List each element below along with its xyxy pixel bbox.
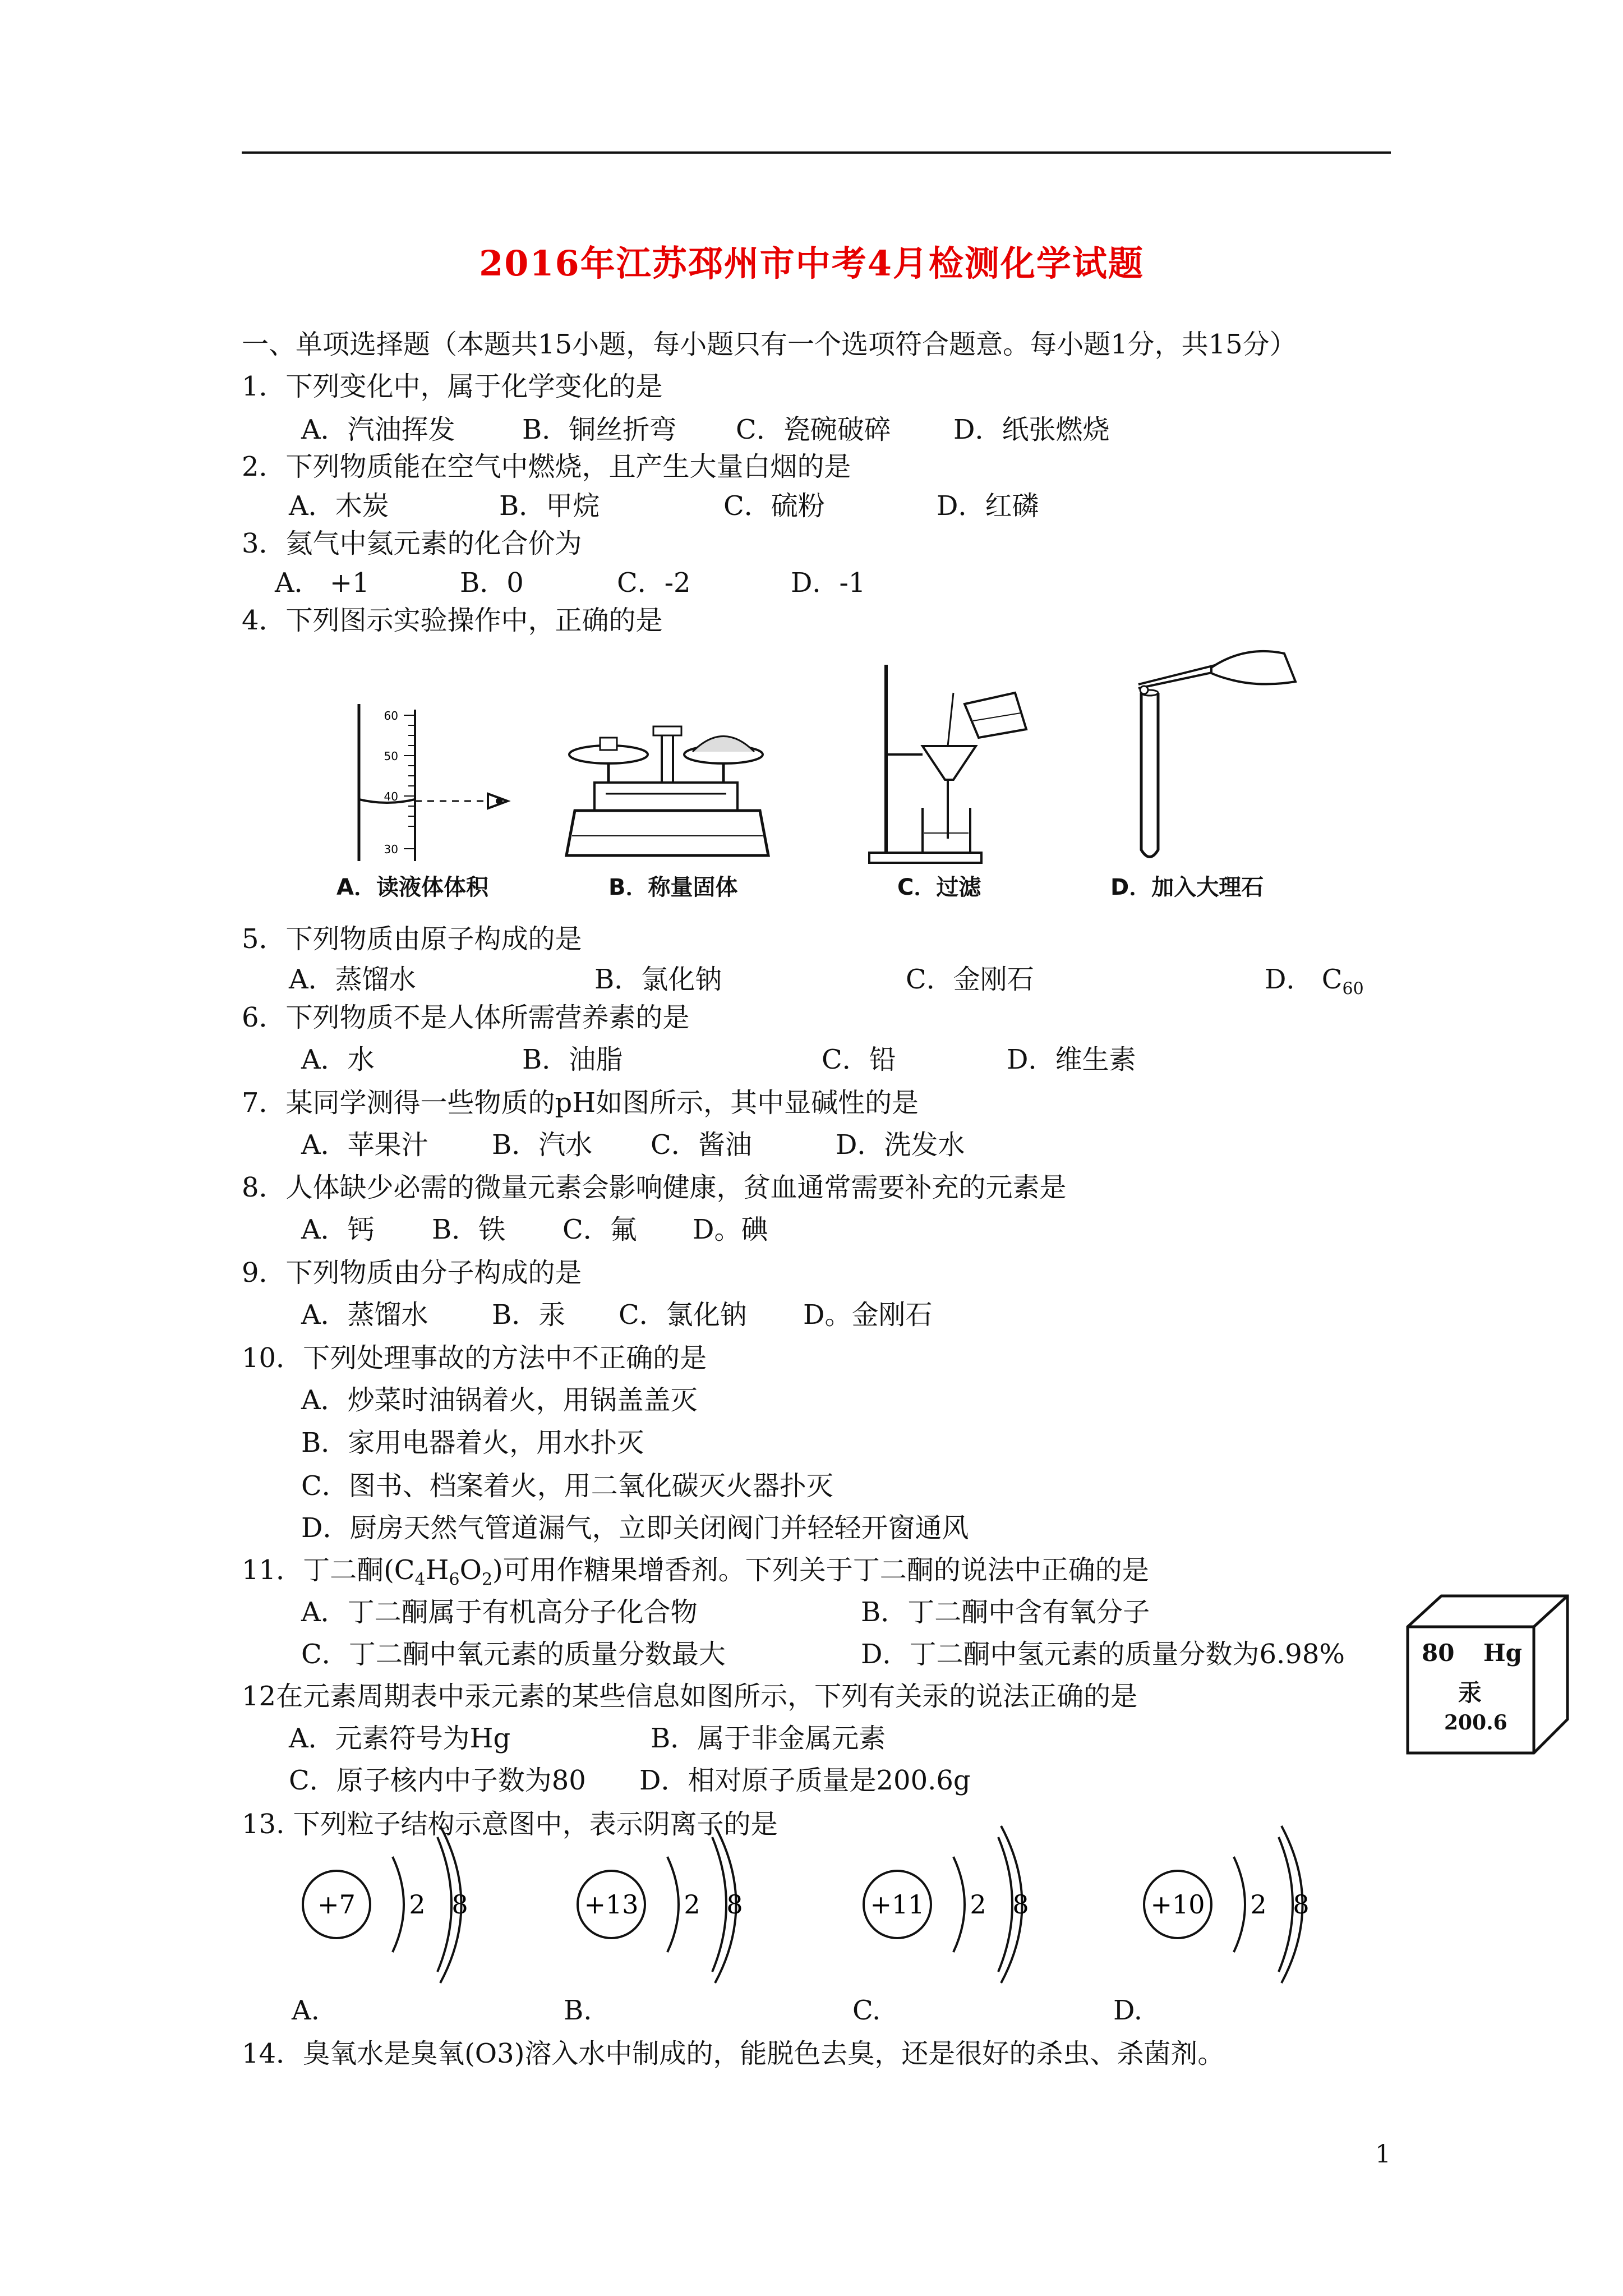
particle-d-nucleus: +10 xyxy=(1150,1889,1205,1920)
balance-figure xyxy=(561,710,774,867)
particle-d xyxy=(1144,1826,1310,1983)
particle-c-nucleus: +11 xyxy=(870,1889,925,1920)
q1-stem: 1．下列变化中，属于化学变化的是 xyxy=(242,371,663,402)
q3-option-d: D．-1 xyxy=(791,567,866,599)
cylinder-tick-60: 60 xyxy=(384,709,398,723)
q7-option-b: B．汽水 xyxy=(492,1129,593,1161)
q3-option-c: C．-2 xyxy=(617,567,691,599)
q14-stem: 14．臭氧水是臭氧(O3)溶入水中制成的，能脱色去臭，还是很好的杀虫、杀菌剂。 xyxy=(242,2038,1225,2069)
q11-option-b: B．丁二酮中含有氧分子 xyxy=(861,1596,1150,1628)
particle-c xyxy=(864,1826,1029,1983)
q9-option-b: B．汞 xyxy=(492,1299,566,1331)
q4-caption-b: B．称量固体 xyxy=(608,875,738,900)
q3-option-a: A． +1 xyxy=(275,567,370,599)
q10-option-c: C．图书、档案着火，用二氧化碳灭火器扑灭 xyxy=(301,1470,833,1502)
particle-b-shell2: 8 xyxy=(726,1889,743,1920)
q9-option-c: C．氯化钠 xyxy=(619,1299,747,1331)
q6-option-c: C．铅 xyxy=(822,1044,896,1075)
q2-option-a: A．木炭 xyxy=(289,490,389,522)
page-number: 1 xyxy=(1375,2140,1391,2169)
header-rule xyxy=(242,151,1391,154)
q13-label-c: C. xyxy=(852,1995,881,2026)
q10-option-b: B．家用电器着火，用水扑灭 xyxy=(301,1427,644,1458)
q1-option-d: D．纸张燃烧 xyxy=(953,414,1110,445)
q5-option-d-text: D． C xyxy=(1265,964,1343,995)
cylinder-tick-30: 30 xyxy=(384,843,398,856)
q9-stem: 9．下列物质由分子构成的是 xyxy=(242,1257,582,1289)
particle-d-shell2: 8 xyxy=(1293,1889,1310,1920)
graduated-cylinder-figure xyxy=(314,698,516,867)
q4-caption-c: C．过滤 xyxy=(897,875,981,900)
q7-stem: 7．某同学测得一些物质的pH如图所示，其中显碱性的是 xyxy=(242,1087,919,1119)
q7-option-d: D．洗发水 xyxy=(836,1129,965,1161)
q11-option-a: A．丁二酮属于有机高分子化合物 xyxy=(301,1596,698,1628)
q1-option-b: B．铜丝折弯 xyxy=(522,414,677,445)
q6-option-d: D．维生素 xyxy=(1007,1044,1136,1075)
q5-stem: 5．下列物质由原子构成的是 xyxy=(242,923,582,955)
q5-option-c: C．金刚石 xyxy=(906,964,1034,995)
q13-stem: 13. 下列粒子结构示意图中，表示阴离子的是 xyxy=(242,1809,778,1840)
q12-option-d: D．相对原子质量是200.6g xyxy=(639,1765,971,1796)
q6-stem: 6．下列物质不是人体所需营养素的是 xyxy=(242,1002,690,1033)
particle-a-nucleus: +7 xyxy=(317,1889,356,1920)
q13-label-d: D. xyxy=(1113,1995,1143,2026)
q7-option-a: A．苹果汁 xyxy=(301,1129,428,1161)
q6-option-a: A．水 xyxy=(301,1044,375,1075)
element-name: 汞 xyxy=(1458,1679,1482,1706)
cylinder-tick-40: 40 xyxy=(384,790,398,803)
section-heading: 一、单项选择题（本题共15小题，每小题只有一个选项符合题意。每小题1分，共15分） xyxy=(242,329,1297,360)
q6-option-b: B．油脂 xyxy=(522,1044,623,1075)
q12-stem: 12在元素周期表中汞元素的某些信息如图所示，下列有关汞的说法正确的是 xyxy=(242,1681,1138,1712)
q2-option-c: C．硫粉 xyxy=(723,490,825,522)
particle-d-shell1: 2 xyxy=(1250,1889,1267,1920)
q1-option-c: C．瓷碗破碎 xyxy=(736,414,891,445)
q5-option-a: A．蒸馏水 xyxy=(289,964,416,995)
q11-stem: 11．丁二酮$(C_4H_6O_2)$可用作糖果增香剂。下列关于丁二酮的说法中正确的是 xyxy=(242,1554,1149,1590)
q11-option-c: C．丁二酮中氧元素的质量分数最大 xyxy=(301,1639,726,1670)
q5-option-d xyxy=(1265,966,1364,998)
q2-option-d: D．红磷 xyxy=(937,490,1039,522)
q12-option-c: C．原子核内中子数为80 xyxy=(289,1765,586,1796)
particle-a-shell1: 2 xyxy=(409,1889,426,1920)
particle-c-shell2: 8 xyxy=(1012,1889,1029,1920)
particle-c-shell1: 2 xyxy=(970,1889,986,1920)
element-atomic-number: 80 xyxy=(1422,1639,1455,1667)
q2-stem: 2．下列物质能在空气中燃烧，且产生大量白烟的是 xyxy=(242,451,851,482)
q10-option-a: A．炒菜时油锅着火，用锅盖盖灭 xyxy=(301,1384,698,1416)
particle-b-shell1: 2 xyxy=(684,1889,700,1920)
q10-stem: 10．下列处理事故的方法中不正确的是 xyxy=(242,1342,707,1374)
q3-option-b: B．0 xyxy=(460,567,524,599)
q13-label-b: B. xyxy=(564,1995,592,2026)
element-card-mercury xyxy=(1405,1593,1573,1756)
particle-b-nucleus: +13 xyxy=(584,1889,639,1920)
q2-option-b: B．甲烷 xyxy=(499,490,600,522)
q4-caption-a: A．读液体体积 xyxy=(336,875,488,900)
q5-option-b: B．氯化钠 xyxy=(594,964,722,995)
particle-diagrams xyxy=(280,1815,1380,2026)
particle-a xyxy=(303,1826,479,1983)
q7-option-c: C．酱油 xyxy=(651,1129,752,1161)
cylinder-tick-50: 50 xyxy=(384,749,398,763)
particle-b xyxy=(578,1826,743,1983)
q9-option-a: A．蒸馏水 xyxy=(301,1299,428,1331)
q9-option-d: D。金刚石 xyxy=(803,1299,933,1331)
filtration-figure xyxy=(858,659,1049,867)
q8-option-d: D。碘 xyxy=(693,1214,768,1245)
particle-a-shell2: 8 xyxy=(451,1889,468,1920)
q8-option-c: C．氟 xyxy=(562,1214,637,1245)
element-atomic-mass: 200.6 xyxy=(1444,1711,1507,1734)
q5-option-d-subscript: 60 xyxy=(1342,979,1364,999)
q12-option-b: B．属于非金属元素 xyxy=(651,1723,886,1754)
page-title: 2016年江苏邳州市中考4月检测化学试题 xyxy=(479,243,1144,284)
test-tube-figure xyxy=(1116,642,1307,867)
q1-option-a: A．汽油挥发 xyxy=(301,414,455,445)
q10-option-d: D．厨房天然气管道漏气，立即关闭阀门并轻轻开窗通风 xyxy=(301,1512,969,1544)
q4-caption-d: D．加入大理石 xyxy=(1110,875,1264,900)
q8-option-a: A．钙 xyxy=(301,1214,375,1245)
q11-option-d: D．丁二酮中氢元素的质量分数为6.98% xyxy=(861,1639,1345,1670)
q13-label-a: A. xyxy=(292,1995,320,2026)
q12-option-a: A．元素符号为Hg xyxy=(289,1723,511,1754)
q4-stem: 4．下列图示实验操作中，正确的是 xyxy=(242,605,663,636)
q8-stem: 8．人体缺少必需的微量元素会影响健康，贫血通常需要补充的元素是 xyxy=(242,1172,1067,1203)
element-symbol: Hg xyxy=(1483,1639,1523,1667)
q3-stem: 3．氦气中氦元素的化合价为 xyxy=(242,528,582,559)
q8-option-b: B．铁 xyxy=(432,1214,506,1245)
